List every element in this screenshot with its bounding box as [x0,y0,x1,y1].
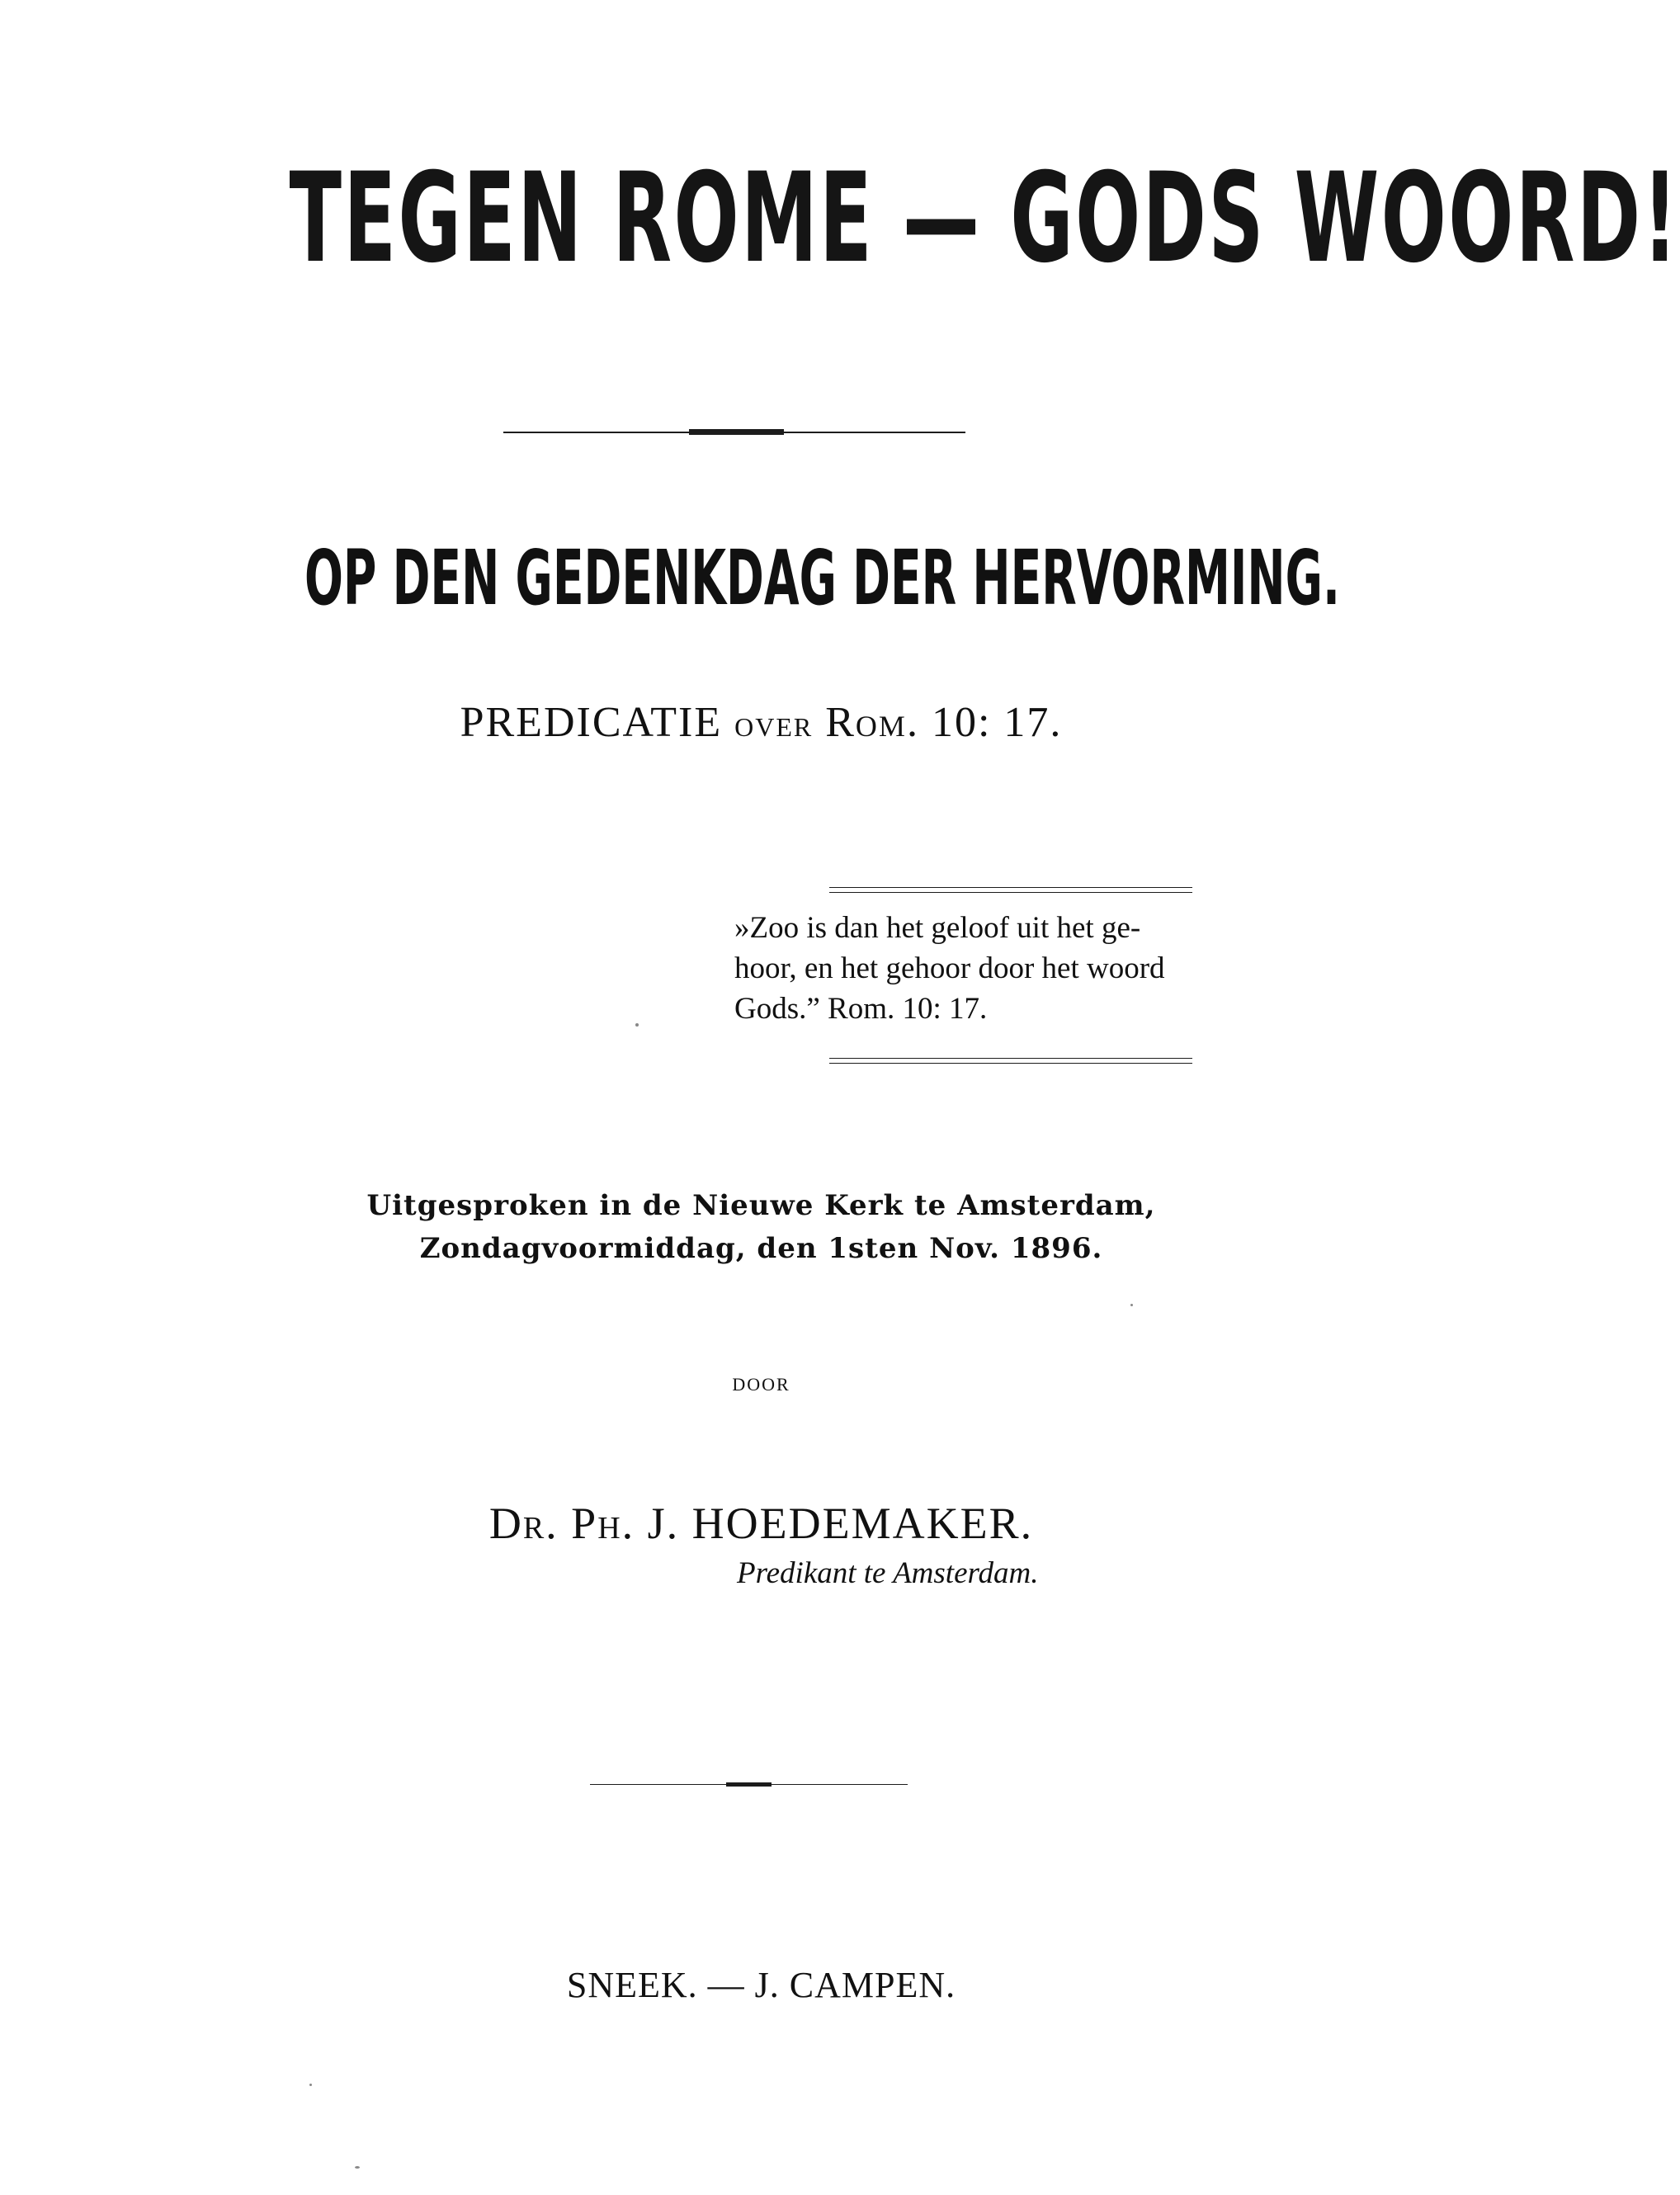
author-title-ph: Ph. [571,1499,635,1548]
quote-line-2: hoor, en het gehoor door het woord [734,951,1165,985]
author-title-dr: Dr. [488,1499,559,1548]
subtitle: OP DEN GEDENKDAG DER HERVORMING. [304,534,1340,622]
quote-rule-top [829,887,1192,895]
scan-speck [355,2166,360,2169]
quote-line-3: Gods.” Rom. 10: 17. [734,992,988,1026]
author-surname: J. HOEDEMAKER. [647,1499,1034,1548]
scan-speck [309,2084,312,2086]
title-divider [503,429,965,436]
sermon-line [0,701,1522,744]
delivery-line-1: Uitgesproken in de Nieuwe Kerk te Amsterdam, [366,1189,1156,1222]
scan-speck [1130,1304,1133,1306]
author-role: Predikant te Amsterdam. [737,1556,1039,1590]
imprint: SNEEK. — J. CAMPEN. [566,1965,956,2005]
quote-line-1: »Zoo is dan het geloof uit het ge- [734,911,1141,945]
scripture-quote [734,908,1279,1029]
sermon-predicatie: PREDICATIE [460,699,723,746]
delivery-note [0,1184,1522,1270]
delivery-line-2: Zondagvoormiddag, den 1sten Nov. 1896. [419,1232,1103,1265]
sermon-rom: Rom. [825,699,919,746]
author-name [0,1498,1522,1549]
by-label: DOOR [732,1374,790,1395]
sermon-ref: 10: 17. [931,699,1063,746]
sermon-over: over [734,702,814,744]
bottom-divider [590,1782,908,1787]
page-title: TEGEN ROME — GODS WOORD! [289,147,1680,290]
scan-speck [635,1023,639,1027]
quote-rule-bottom [829,1058,1192,1066]
